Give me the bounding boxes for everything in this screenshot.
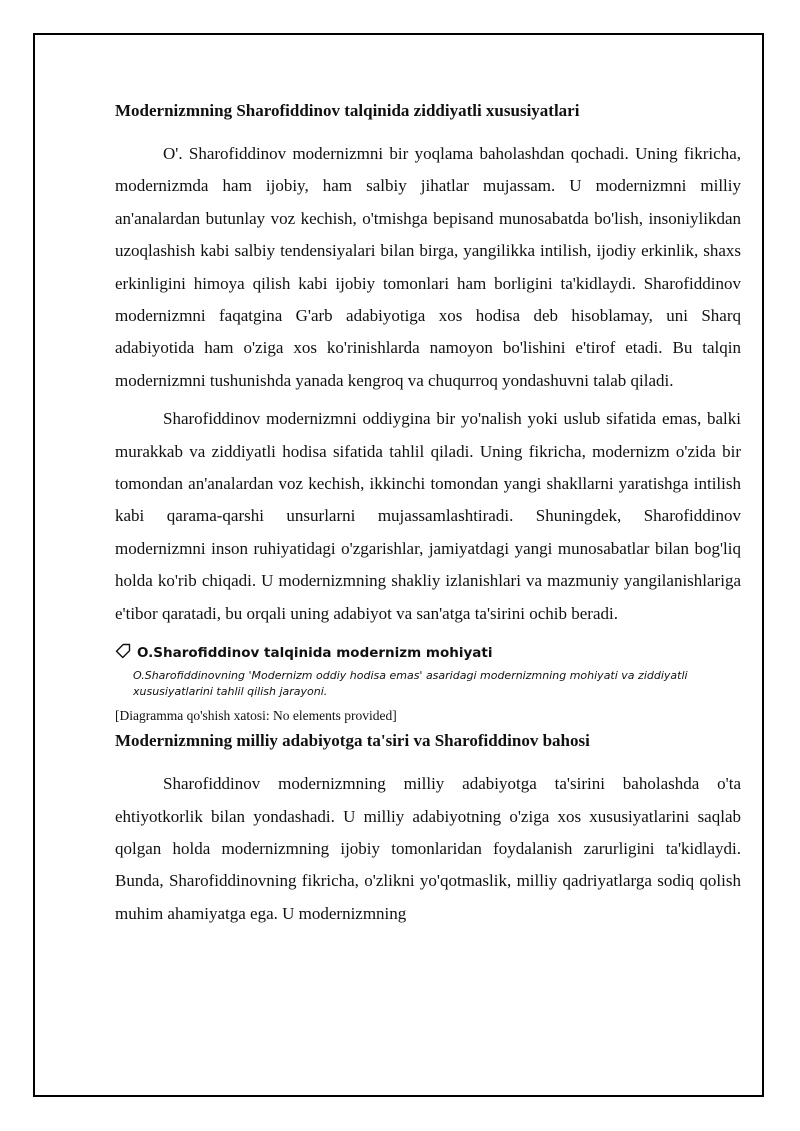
diagram-title [115, 642, 741, 664]
section-heading: Modernizmning milliy adabiyotga ta'siri va Sharofiddinov bahosi [115, 731, 590, 751]
diagram-error-message: [Diagramma qo'shish xatosi: No elements provided] [115, 708, 397, 724]
tag-icon [115, 643, 131, 663]
diagram-title-text: O.Sharofiddinov talqinida modernizm mohiyati [137, 645, 493, 662]
diagram-caption: O.Sharofiddinovning 'Modernizm oddiy hodisa emas' asaridagi modernizmning mohiyati va ziddiyatli xususiyatlarini tahlil qilish jarayoni. [133, 669, 688, 699]
paragraph: Sharofiddinov modernizmning milliy adabiyotga ta'sirini baholashda o'ta ehtiyotkorlik bilan yondashadi. U milliy adabiyotning o'ziga xos xususiyatlarini saqlab qolgan holda modernizmning ijobiy tomonlaridan foydalanish zarurligini ta'kidlaydi. Bunda, Sharofiddinovning fikricha, o'zlikni yo'qotmaslik, milliy qadriyatlarga sodiq qolish muhim ahamiyatga ega. U modernizmning [115, 774, 741, 923]
paragraph: Sharofiddinov modernizmni oddiygina bir yo'nalish yoki uslub sifatida emas, balki murakkab va ziddiyatli hodisa sifatida tahlil qiladi. Uning fikricha, modernizm o'zida bir tomondan an'analardan voz kechish, ikkinchi tomondan yangi shakllarni yaratishga intilish kabi qarama-qarshi unsurlarni mujassamlashtiradi. Shuningdek, Sharofiddinov modernizmni inson ruhiyatidagi o'zgarishlar, jamiyatdagi yangi munosabatlar bilan bog'liq holda ko'rib chiqadi. U modernizmning shakliy izlanishlari va mazmuniy yangilanishlariga e'tibor qaratadi, bu orqali uning adabiyot va san'atga ta'sirini ochib beradi. [115, 409, 741, 623]
section-heading: Modernizmning Sharofiddinov talqinida ziddiyatli xususiyatlari [115, 101, 580, 120]
paragraph: O'. Sharofiddinov modernizmni bir yoqlama baholashdan qochadi. Uning fikricha, modernizmda ham ijobiy, ham salbiy jihatlar mujassam. U modernizmni milliy an'analardan butunlay voz kechish, o'tmishga bepisand munosabatda bo'lish, insoniylikdan uzoqlashish kabi salbiy tendensiyalari bilan birga, yangilikka intilish, ijodiy erkinlik, shaxs erkinligini himoya qilish kabi ijobiy tomonlari ham borligini ta'kidlaydi. Sharofiddinov modernizmni faqatgina G'arb adabiyotiga xos hodisa deb hisoblamay, uni Sharq adabiyotida ham o'ziga xos ko'rinishlarda namoyon bo'lishini e'tirof etadi. Bu talqin modernizmni tushunishda yanada kengroq va chuqurroq yondashuvni talab qiladi. [115, 144, 741, 390]
document-content [115, 98, 741, 936]
diagram-block [115, 642, 741, 728]
